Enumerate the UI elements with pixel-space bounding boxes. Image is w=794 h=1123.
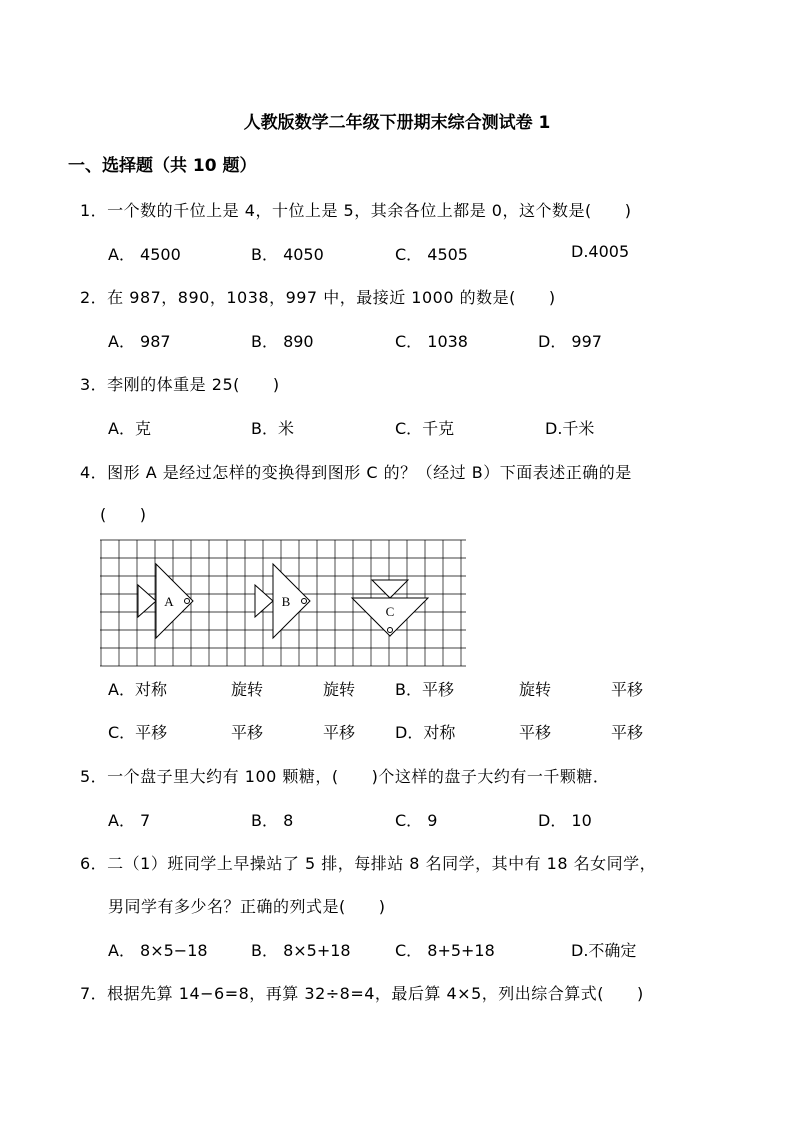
q4-option-c-step1[interactable]: C．平移	[108, 723, 168, 742]
q4-option-a-step3: 旋转	[323, 680, 356, 699]
q4-option-a-step1[interactable]: A．对称	[108, 680, 167, 699]
q3-option-a[interactable]: A．克	[108, 419, 151, 438]
question-5: 5．一个盘子里大约有 100 颗糖，( )个这样的盘子大约有一千颗糖．	[80, 767, 610, 786]
section-heading: 一、选择题（共 10 题）	[68, 156, 257, 176]
q2-option-c[interactable]: C． 1038	[395, 332, 468, 351]
question-2: 2．在 987，890，1038，997 中，最接近 1000 的数是( )	[80, 288, 556, 307]
q3-option-b[interactable]: B．米	[251, 419, 294, 438]
question-4-blank: ( )	[100, 505, 147, 524]
q4-option-a-step2: 旋转	[231, 680, 264, 699]
question-6: 6．二（1）班同学上早操站了 5 排，每排站 8 名同学，其中有 18 名女同学，	[80, 854, 657, 873]
question-1: 1．一个数的千位上是 4，十位上是 5，其余各位上都是 0，这个数是( )	[80, 201, 632, 220]
q6-option-a[interactable]: A． 8×5−18	[108, 941, 208, 960]
q5-option-b[interactable]: B． 8	[251, 811, 294, 830]
q4-option-c-step3: 平移	[323, 723, 356, 742]
question-4: 4．图形 A 是经过怎样的变换得到图形 C 的？（经过 B）下面表述正确的是	[80, 463, 632, 482]
q6-option-c[interactable]: C． 8+5+18	[395, 941, 495, 960]
q4-option-b-step1[interactable]: B．平移	[395, 680, 454, 699]
q2-option-b[interactable]: B． 890	[251, 332, 314, 351]
q2-option-a[interactable]: A． 987	[108, 332, 171, 351]
q4-option-c-step2: 平移	[231, 723, 264, 742]
q4-option-d-step2: 平移	[519, 723, 552, 742]
q5-option-d[interactable]: D． 10	[538, 811, 592, 830]
q1-option-d[interactable]: D.4005	[571, 242, 630, 261]
q4-option-b-step3: 平移	[611, 680, 644, 699]
q2-option-d[interactable]: D． 997	[538, 332, 602, 351]
q5-option-c[interactable]: C． 9	[395, 811, 438, 830]
q4-option-b-step2: 旋转	[519, 680, 552, 699]
q1-option-b[interactable]: B． 4050	[251, 245, 324, 264]
question-6-line2: 男同学有多少名？正确的列式是( )	[108, 897, 386, 916]
figure-a-label: A	[164, 594, 174, 609]
q4-option-d-step3: 平移	[611, 723, 644, 742]
q1-option-c[interactable]: C． 4505	[395, 245, 468, 264]
q4-option-d-step1[interactable]: D．对称	[395, 723, 456, 742]
q6-option-b[interactable]: B． 8×5+18	[251, 941, 351, 960]
q3-option-c[interactable]: C．千克	[395, 419, 455, 438]
figure-c-label: C	[385, 604, 395, 619]
page-title: 人教版数学二年级下册期末综合测试卷 1	[243, 113, 551, 133]
question-7: 7．根据先算 14−6=8，再算 32÷8=4，最后算 4×5，列出综合算式( )	[80, 984, 644, 1003]
q6-option-d[interactable]: D.不确定	[571, 941, 637, 960]
q1-option-a[interactable]: A． 4500	[108, 245, 181, 264]
figure-b-label: B	[281, 594, 291, 609]
question-3: 3．李刚的体重是 25( )	[80, 375, 280, 394]
q5-option-a[interactable]: A． 7	[108, 811, 151, 830]
transform-grid-figure	[100, 538, 468, 670]
q3-option-d[interactable]: D.千米	[545, 419, 595, 438]
